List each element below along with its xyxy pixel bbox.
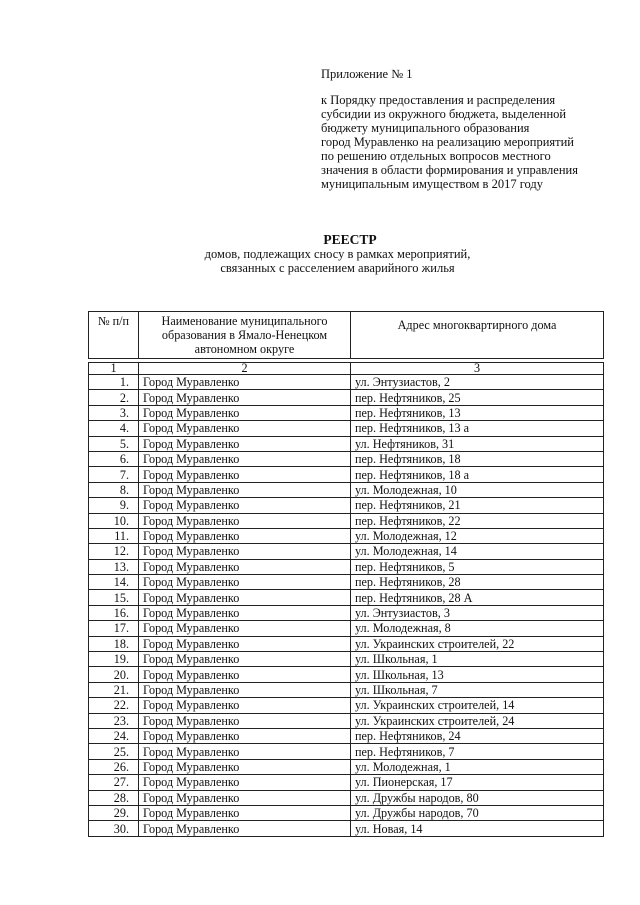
column-number: 3	[351, 363, 604, 375]
table-row	[89, 528, 604, 543]
row-number: 12.	[89, 544, 139, 559]
column-number: 2	[139, 363, 351, 375]
appendix-block	[321, 67, 621, 191]
row-address: ул. Дружбы народов, 80	[351, 790, 604, 805]
row-municipality: Город Муравленко	[139, 682, 351, 697]
table-row	[89, 605, 604, 620]
row-address: пер. Нефтяников, 5	[351, 559, 604, 574]
row-address: пер. Нефтяников, 13	[351, 405, 604, 420]
table-row	[89, 652, 604, 667]
row-municipality: Город Муравленко	[139, 451, 351, 466]
table-row	[89, 375, 604, 390]
table-row	[89, 790, 604, 805]
row-municipality: Город Муравленко	[139, 652, 351, 667]
table-row	[89, 728, 604, 743]
row-number: 5.	[89, 436, 139, 451]
table-row	[89, 682, 604, 697]
row-number: 28.	[89, 790, 139, 805]
table-row	[89, 821, 604, 836]
row-number: 8.	[89, 482, 139, 497]
title-block	[0, 233, 640, 275]
table-row	[89, 759, 604, 774]
row-number: 30.	[89, 821, 139, 836]
row-address: ул. Нефтяников, 31	[351, 436, 604, 451]
row-number: 2.	[89, 390, 139, 405]
appendix-line: к Порядку предоставления и распределения	[321, 93, 556, 107]
table-row	[89, 544, 604, 559]
row-number: 11.	[89, 528, 139, 543]
row-address: ул. Энтузиастов, 2	[351, 375, 604, 390]
row-municipality: Город Муравленко	[139, 713, 351, 728]
appendix-title: Приложение № 1	[321, 67, 413, 81]
row-address: ул. Молодежная, 8	[351, 621, 604, 636]
table-row	[89, 805, 604, 820]
row-number: 24.	[89, 728, 139, 743]
table-row	[89, 451, 604, 466]
row-address: ул. Школьная, 7	[351, 682, 604, 697]
row-number: 21.	[89, 682, 139, 697]
table-row	[89, 698, 604, 713]
row-number: 26.	[89, 759, 139, 774]
row-municipality: Город Муравленко	[139, 559, 351, 574]
header-municipality: Наименование муниципального образования в Ямало-Ненецком автономном округе	[139, 312, 351, 359]
table-row	[89, 590, 604, 605]
row-municipality: Город Муравленко	[139, 636, 351, 651]
table-row	[89, 667, 604, 682]
registry-table	[88, 311, 604, 837]
appendix-line: субсидии из окружного бюджета, выделенной	[321, 107, 567, 121]
row-address: ул. Украинских строителей, 22	[351, 636, 604, 651]
row-municipality: Город Муравленко	[139, 498, 351, 513]
table-row	[89, 513, 604, 528]
document-subtitle-line: связанных с расселением аварийного жилья	[220, 261, 455, 275]
row-address: ул. Школьная, 1	[351, 652, 604, 667]
row-address: пер. Нефтяников, 25	[351, 390, 604, 405]
table-row	[89, 436, 604, 451]
row-address: ул. Школьная, 13	[351, 667, 604, 682]
row-number: 27.	[89, 775, 139, 790]
table-row	[89, 713, 604, 728]
row-number: 19.	[89, 652, 139, 667]
row-municipality: Город Муравленко	[139, 575, 351, 590]
row-address: пер. Нефтяников, 13 а	[351, 421, 604, 436]
table-row	[89, 621, 604, 636]
table-row	[89, 390, 604, 405]
table-row	[89, 467, 604, 482]
row-number: 17.	[89, 621, 139, 636]
row-address: ул. Украинских строителей, 24	[351, 713, 604, 728]
row-address: пер. Нефтяников, 28 А	[351, 590, 604, 605]
row-address: ул. Энтузиастов, 3	[351, 605, 604, 620]
header-num: № п/п	[89, 312, 139, 359]
column-number-row	[89, 363, 604, 375]
row-municipality: Город Муравленко	[139, 467, 351, 482]
header-address: Адрес многоквартирного дома	[351, 312, 604, 359]
row-number: 25.	[89, 744, 139, 759]
appendix-line: муниципальным имуществом в 2017 году	[321, 177, 544, 191]
row-number: 14.	[89, 575, 139, 590]
table-header-row	[89, 312, 604, 359]
row-address: ул. Новая, 14	[351, 821, 604, 836]
row-address: пер. Нефтяников, 21	[351, 498, 604, 513]
row-municipality: Город Муравленко	[139, 405, 351, 420]
row-address: пер. Нефтяников, 18	[351, 451, 604, 466]
row-address: ул. Молодежная, 10	[351, 482, 604, 497]
row-number: 4.	[89, 421, 139, 436]
row-number: 13.	[89, 559, 139, 574]
table-row	[89, 775, 604, 790]
appendix-line: бюджету муниципального образования	[321, 121, 530, 135]
row-municipality: Город Муравленко	[139, 667, 351, 682]
row-number: 20.	[89, 667, 139, 682]
row-municipality: Город Муравленко	[139, 375, 351, 390]
row-address: пер. Нефтяников, 22	[351, 513, 604, 528]
row-number: 23.	[89, 713, 139, 728]
row-number: 15.	[89, 590, 139, 605]
row-municipality: Город Муравленко	[139, 436, 351, 451]
row-municipality: Город Муравленко	[139, 390, 351, 405]
appendix-line: по решению отдельных вопросов местного	[321, 149, 551, 163]
row-number: 16.	[89, 605, 139, 620]
row-municipality: Город Муравленко	[139, 805, 351, 820]
table-row	[89, 744, 604, 759]
row-municipality: Город Муравленко	[139, 759, 351, 774]
row-address: пер. Нефтяников, 18 а	[351, 467, 604, 482]
row-municipality: Город Муравленко	[139, 513, 351, 528]
row-municipality: Город Муравленко	[139, 621, 351, 636]
table-row	[89, 575, 604, 590]
row-municipality: Город Муравленко	[139, 744, 351, 759]
row-municipality: Город Муравленко	[139, 421, 351, 436]
table-row	[89, 498, 604, 513]
row-municipality: Город Муравленко	[139, 528, 351, 543]
table-body	[89, 375, 604, 837]
table-row	[89, 421, 604, 436]
row-address: ул. Молодежная, 14	[351, 544, 604, 559]
row-municipality: Город Муравленко	[139, 590, 351, 605]
row-number: 18.	[89, 636, 139, 651]
row-number: 1.	[89, 375, 139, 390]
row-address: ул. Украинских строителей, 14	[351, 698, 604, 713]
row-address: пер. Нефтяников, 7	[351, 744, 604, 759]
row-municipality: Город Муравленко	[139, 698, 351, 713]
appendix-line: значения в области формирования и управления	[321, 163, 578, 177]
row-address: пер. Нефтяников, 28	[351, 575, 604, 590]
document-subtitle-line: домов, подлежащих сносу в рамках мероприятий,	[204, 247, 471, 261]
row-municipality: Город Муравленко	[139, 728, 351, 743]
row-municipality: Город Муравленко	[139, 544, 351, 559]
row-address: пер. Нефтяников, 24	[351, 728, 604, 743]
appendix-line: город Муравленко на реализацию мероприятий	[321, 135, 574, 149]
column-number: 1	[89, 363, 139, 375]
table-row	[89, 405, 604, 420]
row-number: 10.	[89, 513, 139, 528]
row-municipality: Город Муравленко	[139, 605, 351, 620]
appendix-text	[321, 93, 621, 191]
table-row	[89, 559, 604, 574]
row-address: ул. Молодежная, 1	[351, 759, 604, 774]
row-number: 9.	[89, 498, 139, 513]
document-title: РЕЕСТР	[323, 232, 377, 247]
row-municipality: Город Муравленко	[139, 482, 351, 497]
row-number: 29.	[89, 805, 139, 820]
row-address: ул. Пионерская, 17	[351, 775, 604, 790]
table-row	[89, 636, 604, 651]
row-municipality: Город Муравленко	[139, 790, 351, 805]
row-number: 7.	[89, 467, 139, 482]
row-number: 22.	[89, 698, 139, 713]
row-municipality: Город Муравленко	[139, 775, 351, 790]
table-row	[89, 482, 604, 497]
row-address: ул. Дружбы народов, 70	[351, 805, 604, 820]
row-number: 3.	[89, 405, 139, 420]
row-address: ул. Молодежная, 12	[351, 528, 604, 543]
row-municipality: Город Муравленко	[139, 821, 351, 836]
row-number: 6.	[89, 451, 139, 466]
